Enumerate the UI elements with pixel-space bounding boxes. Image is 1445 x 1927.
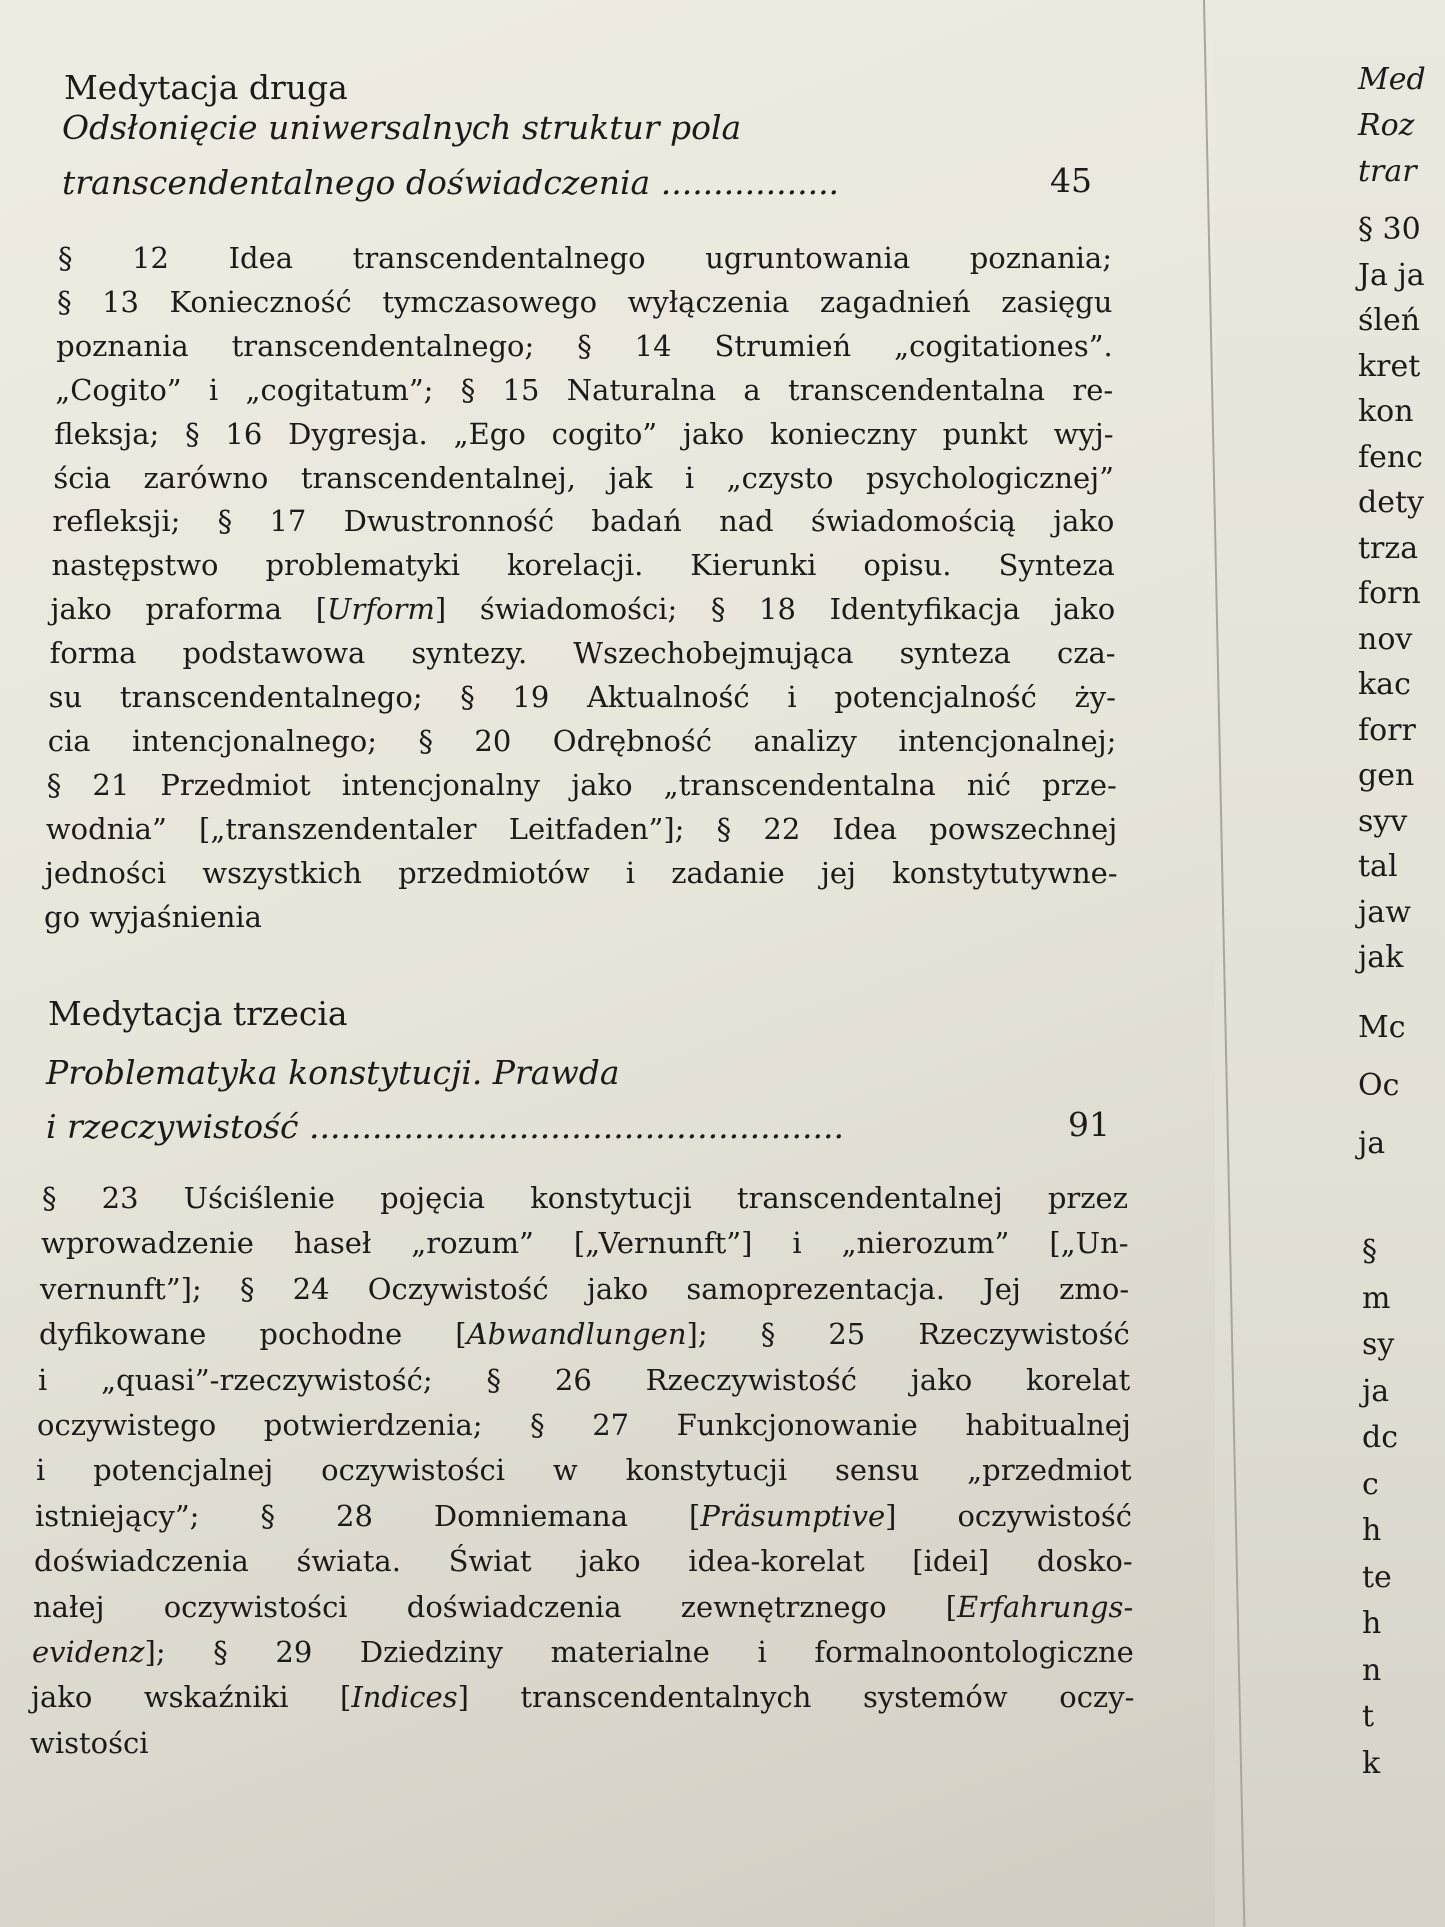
section-subtitle: i rzeczywistość ................................................... [46,1107,844,1146]
toc-body-line: jako praforma [Urform] świadomości; § 18 Identyfikacja jako [50,592,1116,627]
right-page-fragment: § 30 [1358,212,1421,247]
section-subtitle: Odsłonięcie uniwersalnych struktur pola [62,108,742,147]
toc-body-line: § 23 Uściślenie pojęcia konstytucji transcendentalnej przez [42,1181,1128,1215]
section-heading: Medytacja trzecia [48,994,348,1033]
right-page-fragment: śleń [1358,303,1421,338]
right-page-fragment: Ja ja [1358,257,1425,293]
right-page-fragment: fenc [1358,439,1423,475]
right-page-fragment: Mc [1358,1010,1406,1045]
toc-body-line: vernunft”]; § 24 Oczywistość jako samoprezentacja. Jej zmo- [40,1271,1130,1306]
toc-body-line: fleksja; § 16 Dygresja. „Ego cogito” jako konieczny punkt wyj- [54,416,1114,451]
toc-body-line: poznania transcendentalnego; § 14 Strumień „cogitationes”. [56,328,1113,363]
right-page-fragment: dc [1362,1420,1399,1455]
toc-body-line: § 13 Konieczność tymczasowego wyłączenia zagadnień zasięgu [57,284,1113,319]
toc-body-line: cia intencjonalnego; § 20 Odrębność analizy intencjonalnej; [47,723,1117,758]
right-page-fragment: kac [1358,667,1411,702]
toc-body-line: § 12 Idea transcendentalnego ugruntowania poznania; [58,241,1112,275]
right-page-fragment: jaw [1358,894,1411,930]
toc-body-line: następstwo problematyki korelacji. Kierunki opisu. Synteza [51,548,1115,583]
toc-body-line: „Cogito” i „cogitatum”; § 15 Naturalna a transcendentalna re- [55,372,1114,407]
right-page-fragment: kon [1358,394,1414,429]
toc-body-line: go wyjaśnienia [44,899,262,934]
right-page-fragment: tal [1358,849,1398,884]
toc-body-line: refleksji; § 17 Dwustronność badań nad świadomością jako [52,504,1115,539]
right-page-fragment: t [1362,1699,1375,1734]
right-page-fragment: § [1362,1234,1377,1269]
toc-body-line: forma podstawowa syntezy. Wszechobejmująca synteza cza- [49,636,1116,671]
toc-body-line: i „quasi”-rzeczywistość; § 26 Rzeczywistość jako korelat [38,1362,1131,1397]
toc-body-line: evidenz]; § 29 Dziedziny materialne i formalnoontologiczne [32,1635,1134,1669]
toc-body-line: su transcendentalnego; § 19 Aktualność i potencjalność ży- [48,680,1116,714]
right-page-fragment: forr [1358,712,1416,748]
toc-body-line: jako wskaźniki [Indices] transcendentalnych systemów oczy- [31,1680,1135,1715]
toc-body-line: i potencjalnej oczywistości w konstytucji sensu „przedmiot [36,1453,1132,1488]
right-page-fragment: dety [1358,485,1424,520]
right-page-fragment: nov [1358,621,1413,657]
section-heading: Medytacja druga [64,68,348,107]
toc-body-line: wodnia” [„transzendentaler Leitfaden”]; § 22 Idea powszechnej [45,811,1118,846]
right-page-fragment: ja [1358,1126,1386,1161]
right-page-fragment: jak [1358,940,1404,975]
right-page-fragment: h [1362,1606,1382,1641]
right-page-fragment: h [1362,1513,1382,1548]
toc-body-line: jedności wszystkich przedmiotów i zadanie jej konstytutywne- [44,855,1118,890]
right-page-fragment: trar [1358,154,1417,189]
section-subtitle: transcendentalnego doświadczenia ................. [62,163,840,202]
right-page-fragment: kret [1358,348,1421,384]
right-page-fragment: Oc [1358,1068,1400,1103]
toc-body-line: istniejący”; § 28 Domniemana [Präsumptive] oczywistość [35,1498,1133,1533]
right-page-fragment: te [1362,1559,1392,1595]
right-page-fragment: Med [1358,62,1426,97]
right-page-fragment: k [1362,1745,1381,1781]
toc-body-line: nałej oczywistości doświadczenia zewnętrznego [Erfahrungs- [33,1589,1134,1624]
right-page-fragment: trza [1358,530,1419,566]
right-page-fragment: ja [1362,1373,1390,1409]
right-page-fragment: syv [1358,803,1408,839]
toc-body-line: ścia zarówno transcendentalnej, jak i „czysto psychologicznej” [53,460,1114,495]
page-number: 45 [1050,161,1092,200]
right-page-fragment: Roz [1358,108,1415,143]
section-subtitle: Problematyka konstytucji. Prawda [46,1053,620,1092]
right-page-fragment: sy [1362,1327,1395,1362]
right-page-fragment: m [1362,1280,1391,1316]
toc-body-line: dyfikowane pochodne [Abwandlungen]; § 25 Rzeczywistość [39,1317,1130,1352]
right-page-fragment: forn [1358,576,1421,611]
right-page-fragment: c [1362,1466,1379,1502]
toc-body-line: oczywistego potwierdzenia; § 27 Funkcjonowanie habitualnej [37,1408,1131,1442]
toc-body-line: wprowadzenie haseł „rozum” [„Vernunft”] i „nierozum” [„Un- [41,1226,1129,1261]
toc-body-line: § 21 Przedmiot intencjonalny jako „transcendentalna nić prze- [46,767,1117,802]
toc-body-line: wistości [30,1725,149,1760]
page-number: 91 [1068,1105,1110,1144]
toc-body-line: doświadczenia świata. Świat jako idea-korelat [idei] dosko- [34,1544,1133,1579]
right-page-fragment: n [1362,1652,1382,1688]
right-page-fragment: gen [1358,758,1415,793]
